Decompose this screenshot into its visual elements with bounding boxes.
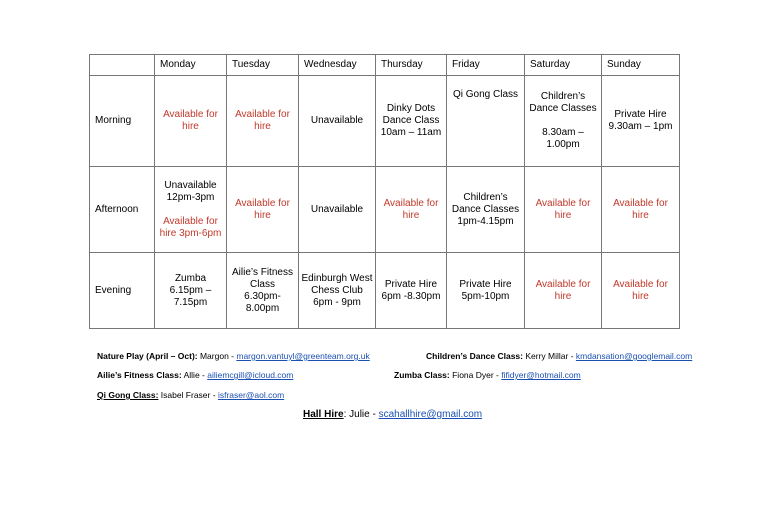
slot-text: [447, 279, 524, 303]
slot-text: [227, 198, 298, 222]
slot-line: 8.00pm: [245, 302, 280, 314]
slot-text: [376, 279, 446, 303]
slot-line: 5pm-10pm: [461, 290, 510, 302]
slot-line: Dinky Dots: [386, 103, 436, 114]
row-label: Evening: [90, 253, 155, 329]
slot-text: [299, 115, 375, 127]
slot-text: [299, 273, 375, 309]
slot-sunday-evening: [602, 253, 680, 329]
row-label: Morning: [90, 76, 155, 167]
slot-line: Available for: [535, 197, 591, 209]
slot-line: Available for: [613, 197, 668, 209]
contact-name: Margon -: [197, 351, 237, 361]
slot-thursday-morning: [376, 76, 447, 167]
slot-line: Available for: [535, 278, 591, 290]
contact-name: Isabel Fraser -: [158, 390, 218, 400]
slot-line: hire: [554, 290, 572, 302]
contact-nature-play: [97, 351, 370, 361]
slot-line: hire: [254, 209, 271, 221]
slot-text: [155, 180, 226, 204]
row-label: Afternoon: [90, 167, 155, 253]
slot-line: Private Hire: [459, 278, 512, 290]
slot-line: 8.30am –: [542, 127, 584, 138]
slot-line: Unavailable: [310, 115, 364, 126]
contact-label: Zumba Class:: [394, 370, 450, 380]
slot-line: Available for: [613, 278, 668, 290]
contact-qi-gong: [97, 390, 284, 400]
slot-line: Dance Class: [382, 115, 440, 126]
slot-line: Available for: [235, 197, 290, 209]
contact-zumba: [394, 370, 581, 380]
slot-text: [525, 91, 601, 151]
slot-line: Class: [249, 278, 275, 290]
slot-tuesday-evening: [227, 253, 299, 329]
email-link-childrens-dance[interactable]: kmdansation@googlemail.com: [575, 351, 693, 361]
slot-wednesday-morning: [299, 76, 376, 167]
slot-text: [602, 109, 679, 133]
slot-monday-morning: [155, 76, 227, 167]
slot-line: hire: [632, 290, 649, 302]
row-afternoon: [90, 167, 680, 253]
slot-line: 10am – 11am: [380, 127, 442, 138]
slot-line: [525, 115, 601, 127]
email-link-qi-gong[interactable]: isfraser@aol.com: [217, 390, 285, 400]
slot-text: [155, 109, 226, 133]
slot-text: [525, 198, 601, 222]
slot-text: [155, 273, 226, 309]
slot-tuesday-morning: [227, 76, 299, 167]
slot-line: Unavailable: [310, 203, 364, 215]
slot-text: [447, 192, 524, 228]
slot-line: 7.15pm: [173, 296, 208, 308]
contact-label: Hall Hire: [303, 409, 344, 420]
slot-line: Children’s: [463, 191, 508, 203]
email-link-hall-hire[interactable]: scahallhire@gmail.com: [378, 409, 483, 420]
slot-tuesday-afternoon: [227, 167, 299, 253]
header-wednesday: Wednesday: [299, 55, 376, 76]
slot-friday-morning: [447, 76, 525, 167]
header-row: [90, 55, 680, 76]
slot-text: [525, 279, 601, 303]
slot-extra-text: [155, 216, 226, 240]
header-monday: Monday: [155, 55, 227, 76]
contact-label: Nature Play (April – Oct):: [97, 351, 198, 361]
contact-ailies-fitness: [97, 370, 293, 380]
slot-line: 6.30pm-: [244, 290, 281, 302]
row-evening: [90, 253, 680, 329]
contact-name: Allie -: [181, 370, 208, 380]
contact-label: Qi Gong Class:: [97, 390, 159, 400]
slot-text: [602, 279, 679, 303]
slot-line: Available for: [235, 109, 290, 120]
slot-line: 9.30am – 1pm: [608, 121, 673, 132]
header-thursday: Thursday: [376, 55, 447, 76]
slot-text: [299, 204, 375, 216]
email-link-zumba[interactable]: fifidyer@hotmail.com: [501, 370, 581, 380]
slot-sunday-afternoon: [602, 167, 680, 253]
slot-wednesday-evening: [299, 253, 376, 329]
slot-line: hire: [632, 209, 649, 221]
slot-text: [227, 109, 298, 133]
slot-friday-evening: [447, 253, 525, 329]
slot-line: Private Hire: [384, 278, 438, 290]
header-saturday: Saturday: [525, 55, 602, 76]
slot-text: [602, 198, 679, 222]
slot-monday-evening: [155, 253, 227, 329]
slot-text: [376, 103, 446, 139]
slot-wednesday-afternoon: [299, 167, 376, 253]
slot-line: hire: [554, 209, 572, 221]
slot-line: hire 3pm-6pm: [159, 227, 222, 239]
header-tuesday: Tuesday: [227, 55, 299, 76]
slot-line: Ailie’s Fitness: [232, 266, 293, 278]
contact-childrens-dance: [426, 351, 692, 361]
slot-saturday-morning: [525, 76, 602, 167]
slot-line: hire: [182, 121, 199, 132]
contact-name: Kerry Millar -: [523, 351, 576, 361]
contact-label: Children’s Dance Class:: [426, 351, 523, 361]
slot-line: 1.00pm: [546, 139, 580, 150]
email-link-ailies-fitness[interactable]: ailiemcgill@icloud.com: [207, 370, 294, 380]
contact-name: Fiona Dyer -: [449, 370, 502, 380]
slot-line: Available for: [163, 215, 218, 227]
email-link-nature-play[interactable]: margon.vantuyl@greenteam.org.uk: [236, 351, 370, 361]
header-corner: [90, 55, 155, 76]
booking-timetable: [89, 54, 680, 329]
slot-thursday-afternoon: [376, 167, 447, 253]
slot-line: 12pm-3pm: [166, 191, 215, 203]
slot-friday-afternoon: [447, 167, 525, 253]
slot-line: Unavailable: [164, 179, 217, 191]
slot-saturday-afternoon: [525, 167, 602, 253]
slot-line: Edinburgh West: [301, 272, 373, 284]
contact-label: Ailie’s Fitness Class:: [97, 370, 182, 380]
slot-line: Chess Club: [311, 284, 363, 296]
slot-line: 6.15pm –: [169, 284, 212, 296]
slot-saturday-evening: [525, 253, 602, 329]
contact-hall-hire: [303, 409, 482, 420]
slot-line: Children’s: [540, 91, 586, 102]
slot-line: hire: [402, 209, 420, 221]
slot-line: hire: [254, 121, 271, 132]
timetable-body: [90, 76, 680, 329]
contact-name: : Julie -: [343, 409, 379, 420]
slot-line: Available for: [383, 197, 439, 209]
slot-text: [447, 89, 524, 101]
slot-text: [376, 198, 446, 222]
header-sunday: Sunday: [602, 55, 680, 76]
header-friday: Friday: [447, 55, 525, 76]
slot-thursday-evening: [376, 253, 447, 329]
slot-line: 6pm -8.30pm: [381, 290, 441, 302]
slot-line: Available for: [163, 109, 218, 120]
slot-line: Zumba: [174, 272, 207, 284]
slot-line: Dance Classes: [529, 103, 597, 114]
slot-line: 1pm-4.15pm: [457, 215, 514, 227]
slot-sunday-morning: [602, 76, 680, 167]
row-morning: [90, 76, 680, 167]
slot-line: 6pm - 9pm: [313, 296, 361, 308]
slot-line: Dance Classes: [451, 203, 520, 215]
slot-line: Private Hire: [614, 109, 667, 120]
slot-line: Qi Gong Class: [452, 89, 519, 100]
slot-text: [227, 267, 298, 315]
slot-monday-afternoon: [155, 167, 227, 253]
